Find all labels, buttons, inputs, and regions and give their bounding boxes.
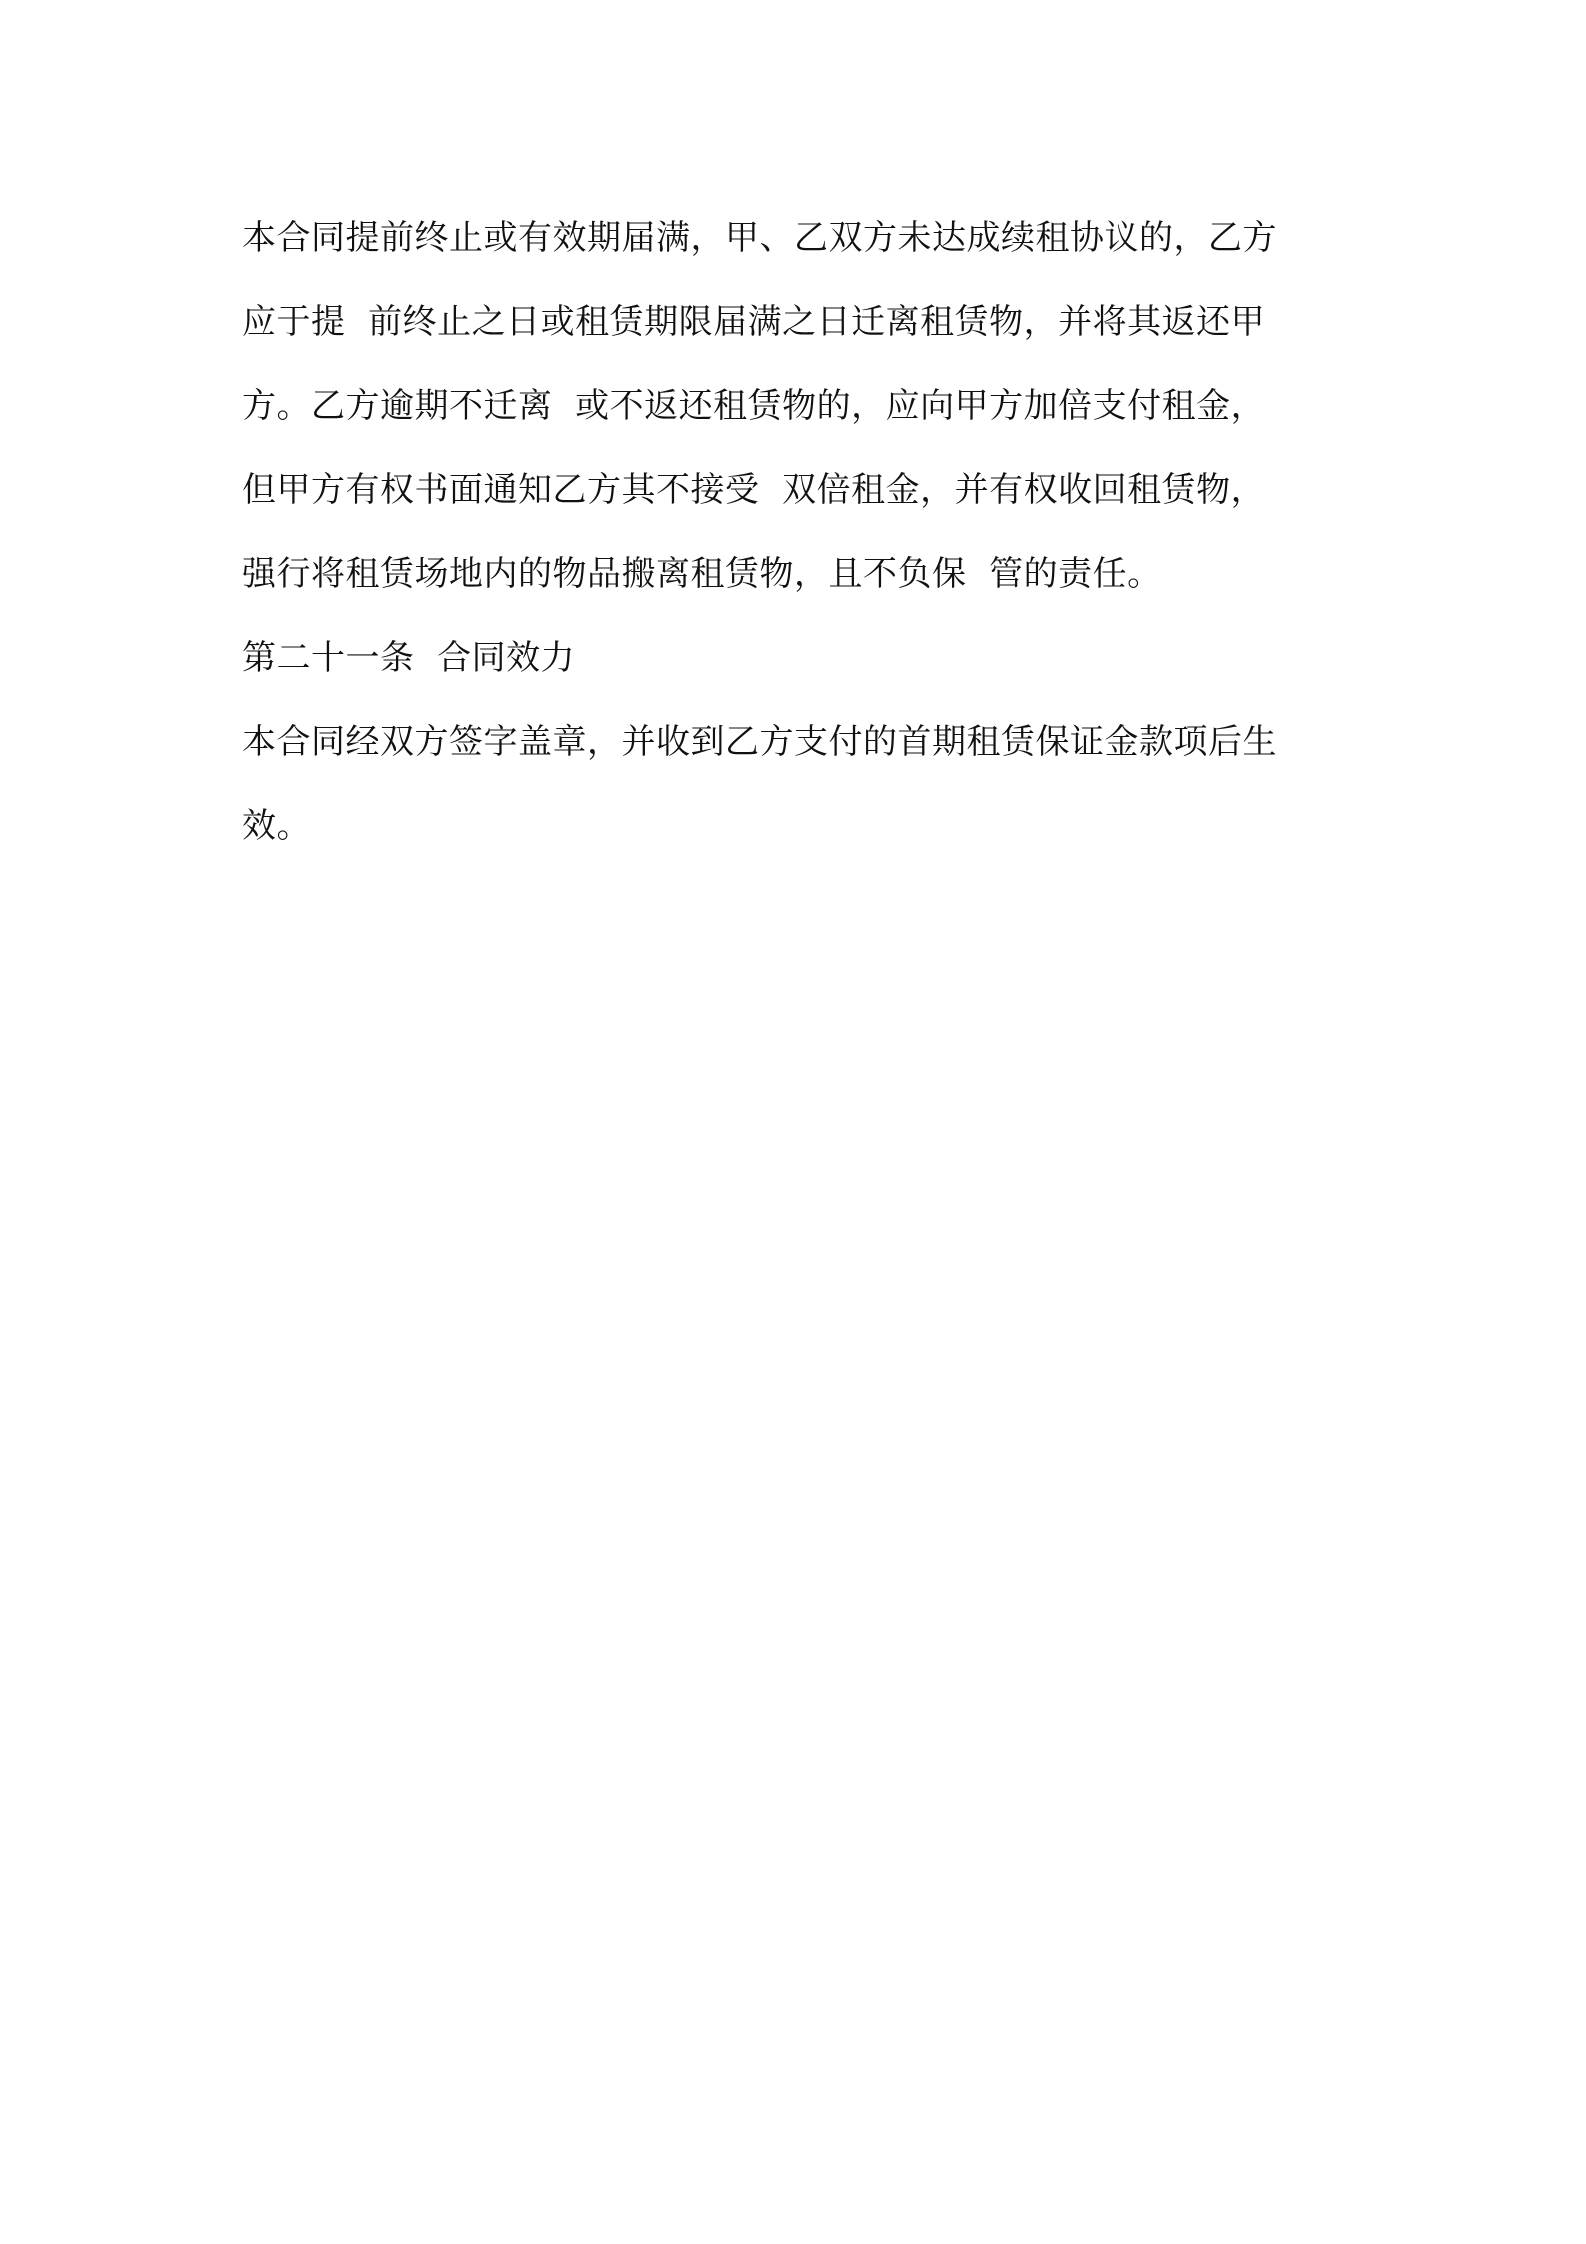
- paragraph-line: 强行将租赁场地内的物品搬离租赁物，且不负保 管的责任。: [242, 554, 1162, 594]
- document-body: [242, 196, 1362, 868]
- paragraph-line: 效。: [242, 806, 311, 846]
- paragraph-line: 方。乙方逾期不迁离 或不返还租赁物的，应向甲方加倍支付租金，: [242, 386, 1266, 426]
- paragraph-line: 但甲方有权书面通知乙方其不接受 双倍租金，并有权收回租赁物，: [242, 470, 1266, 510]
- paragraph-line: 应于提 前终止之日或租赁期限届满之日迁离租赁物，并将其返还甲: [242, 302, 1266, 342]
- paragraph-line: 本合同提前终止或有效期届满，甲、乙双方未达成续租协议的，乙方: [242, 218, 1277, 258]
- article-heading: 第二十一条 合同效力: [242, 638, 576, 678]
- paragraph-line: 本合同经双方签字盖章，并收到乙方支付的首期租赁保证金款项后生: [242, 722, 1277, 762]
